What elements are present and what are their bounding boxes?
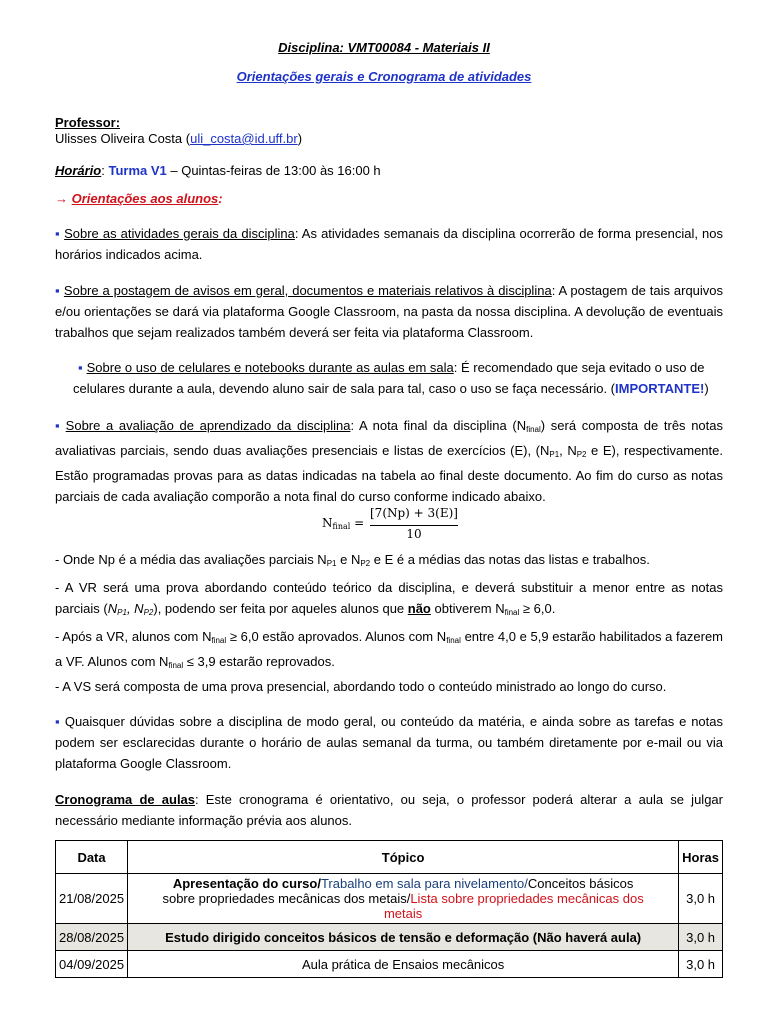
professor-block [55, 112, 723, 149]
turma-label: Turma V1 [108, 163, 167, 178]
text-run: ≥ 6,0 estão aprovados. Alunos com N [226, 629, 447, 644]
table-row [56, 874, 723, 924]
cell-topic: Aula prática de Ensaios mecânicos [128, 951, 679, 978]
topic-part: Lista sobre propriedades mecânicas dos metais [383, 891, 644, 921]
paragraph-cronograma [55, 789, 723, 831]
paren-close: ) [704, 381, 709, 396]
professor-line [55, 128, 723, 149]
subscript: P2 [360, 559, 371, 568]
orientations-colon: : [218, 191, 223, 206]
cell-date: 04/09/2025 [56, 951, 128, 978]
cell-date: 28/08/2025 [56, 924, 128, 951]
text-run: - A VR será uma prova abordando conteúdo teórico da disciplina, e deverá substituir a menor entre as notas parciais ( [55, 580, 723, 616]
paragraph-questions [55, 711, 723, 774]
paragraph-topic: Sobre as atividades gerais da disciplina [64, 226, 295, 241]
subscript: final [446, 636, 461, 645]
nao-emphasis: não [407, 601, 431, 616]
topic-part: Trabalho em sala para nivelamento/ [320, 876, 528, 891]
subscript: P2 [143, 608, 154, 617]
cell-hours: 3,0 h [679, 951, 723, 978]
schedule-line [55, 160, 723, 181]
fraction-bar [370, 525, 458, 526]
paragraph-evaluation [55, 415, 723, 507]
text-run: entre 4,0 e 5,9 estarão habilitados a fazerem a VF. Alunos com N [55, 629, 724, 669]
text-run: ) será composta de três notas avaliativas parciais, sendo duas avaliações presenciais e listas de exercícios (E), (N [55, 418, 724, 458]
cronograma-heading: Cronograma de aulas [55, 792, 196, 807]
paragraph-phones [73, 357, 723, 399]
bullet-icon: ▪ [55, 226, 61, 241]
cell-date: 21/08/2025 [56, 874, 128, 924]
paragraph-topic: Sobre a avaliação de aprendizado da disciplina [65, 418, 351, 433]
text-run: N [107, 601, 118, 616]
paragraph-activities [55, 223, 723, 265]
table-row [56, 951, 723, 978]
paragraph-posting [55, 280, 723, 343]
subscript: P1 [117, 608, 127, 617]
cell-hours: 3,0 h [679, 924, 723, 951]
text-run: - Onde Np é a média das avaliações parciais N [55, 552, 327, 567]
schedule-label: Horário [55, 163, 102, 178]
bullet-icon: ▪ [55, 418, 62, 433]
text-run: e E é a médias das notas das listas e trabalhos. [370, 552, 650, 567]
subscript: final [504, 608, 520, 617]
topic-part: Conceitos básicos sobre propriedades mecânicas dos metais/ [162, 876, 634, 906]
text-run: , N [126, 601, 144, 616]
note-np [55, 549, 723, 574]
schedule-time: – Quintas-feiras de 13:00 às 16:00 h [166, 163, 381, 178]
bullet-icon: ▪ [78, 360, 83, 375]
formula-n: N [322, 516, 333, 530]
header-date: Data [56, 841, 128, 874]
formula-denominator: 10 [406, 527, 422, 541]
cell-topic [128, 874, 679, 924]
text-run: ), podendo ser feita por aqueles alunos que [153, 601, 408, 616]
arrow-icon: → [55, 191, 72, 206]
paragraph-topic: Sobre o uso de celulares e notebooks durante as aulas em sala [86, 360, 454, 375]
header-topic: Tópico [128, 841, 679, 874]
table-header-row [56, 841, 723, 874]
text-run: ≤ 3,9 estarão reprovados. [183, 654, 335, 669]
subscript: P1 [549, 450, 560, 459]
text-run: - Após a VR, alunos com N [55, 629, 212, 644]
professor-email-link[interactable]: uli_costa@id.uff.br [190, 131, 298, 146]
text-run: ≥ 6,0. [519, 601, 556, 616]
formula-lhs [322, 516, 364, 531]
bullet-icon: ▪ [55, 714, 61, 729]
paragraph-text: : Este cronograma é orientativo, ou seja, o professor poderá alterar a aula se julgar necessário mediante informação prévia aos alunos. [55, 792, 723, 828]
text-run: e E), respectivamente. Estão programadas provas para as datas indicadas na tabela ao final deste documento. Ao fim do curso as notas parciais de cada avaliação comporão a nota final do curso conforme indicado abaixo. [55, 443, 723, 504]
subscript: P2 [576, 450, 587, 459]
subscript: P1 [326, 559, 337, 568]
bullet-icon: ▪ [55, 283, 60, 298]
cell-hours: 3,0 h [679, 874, 723, 924]
text-run: e N [336, 552, 361, 567]
professor-label: Professor: [55, 115, 121, 130]
important-label: IMPORTANTE! [615, 381, 705, 396]
header-hours: Horas [679, 841, 723, 874]
note-vr [55, 577, 723, 623]
table-row [56, 924, 723, 951]
note-after-vr [55, 626, 723, 676]
orientations-heading [55, 188, 723, 209]
paragraph-topic: Sobre a postagem de avisos em geral, documentos e materiais relativos à disciplina [63, 283, 552, 298]
formula-equals: = [350, 516, 365, 530]
text-run: obtiverem N [430, 601, 505, 616]
paren-close: ) [297, 131, 303, 146]
paragraph-text: Quaisquer dúvidas sobre a disciplina de modo geral, ou conteúdo da matéria, e ainda sobre as tarefas e notas podem ser esclarecidas durante o horário de aulas semanal da turma, ou também diretamente por e-mail ou via plataforma Google Classroom. [55, 714, 724, 771]
professor-name: Ulisses Oliveira Costa ( [55, 131, 191, 146]
subscript: final [526, 425, 541, 434]
document-subtitle: Orientações gerais e Cronograma de atividades [236, 69, 532, 84]
subscript: final [168, 661, 184, 670]
note-vs: - A VS será composta de uma prova presencial, abordando todo o conteúdo ministrado ao longo do curso. [55, 679, 667, 694]
text-run: , N [559, 443, 577, 458]
subscript: final [332, 522, 351, 531]
schedule-table [55, 840, 723, 978]
subscript: final [211, 636, 227, 645]
paragraph-text: : As atividades semanais da disciplina ocorrerão de forma presencial, nos horários indicados acima. [55, 226, 724, 262]
text-run: : A nota final da disciplina (N [350, 418, 527, 433]
cell-topic: Estudo dirigido conceitos básicos de tensão e deformação (Não haverá aula) [128, 924, 679, 951]
paragraph-text: : É recomendado que seja evitado o uso de celulares durante a aula, devendo aluno sair de sala para tal, caso o uso se faça necessário. ( [73, 360, 705, 396]
final-grade-formula [322, 506, 482, 542]
formula-numerator: [7(Np) + 3(E)] [370, 506, 458, 520]
paragraph-text: : A postagem de tais arquivos e/ou orientações se dará via plataforma Google Classroom, na pasta da nossa disciplina. A devolução de eventuais trabalhos que sejam realizados também deverá ser feita via plataforma Classroom. [55, 283, 724, 340]
topic-part: Apresentação do curso/ [172, 876, 321, 891]
schedule-colon: : [101, 163, 109, 178]
orientations-heading-text: Orientações aos alunos [71, 191, 219, 206]
discipline-title: Disciplina: VMT00084 - Materiais II [278, 40, 490, 55]
